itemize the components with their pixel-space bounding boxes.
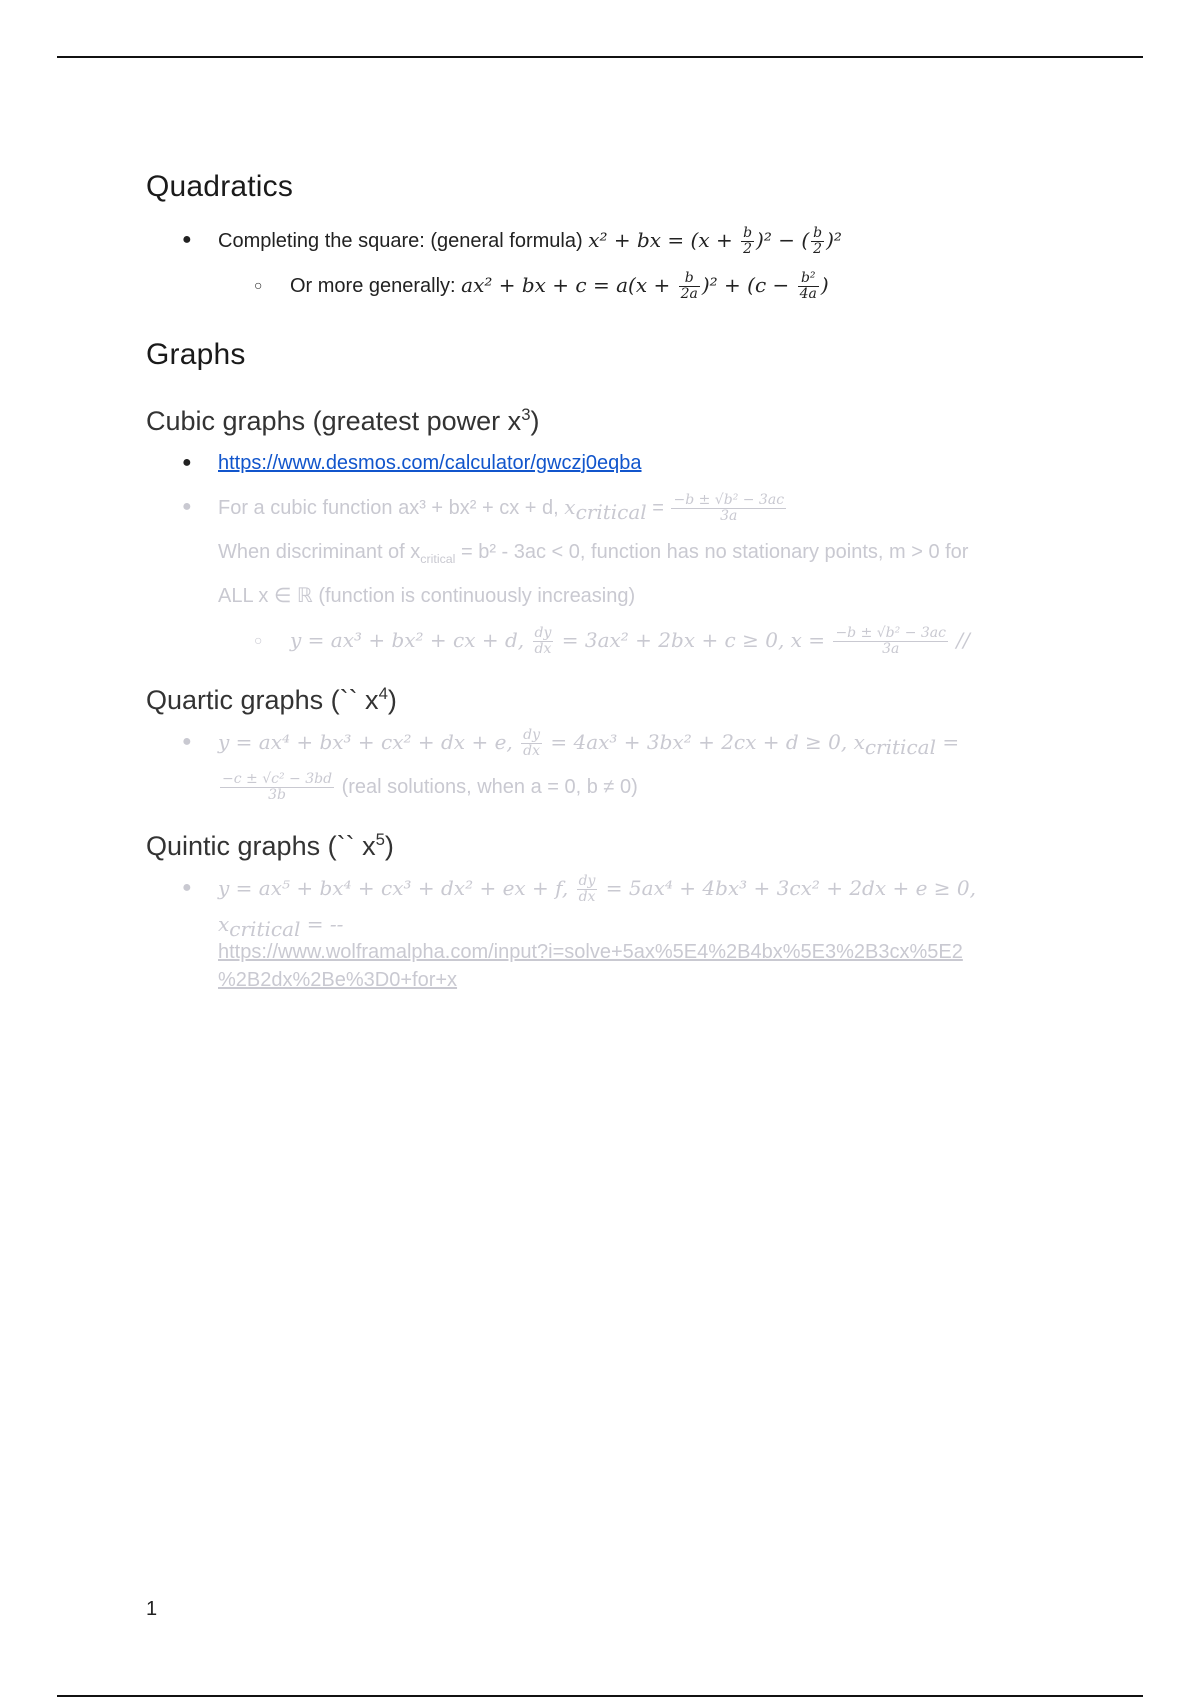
bullet-icon: ● xyxy=(182,733,192,750)
bullet-icon: ● xyxy=(182,879,192,896)
fraction: $\frac{\text{−b ± √b² − 3ac}}{3a}$ xyxy=(673,492,785,525)
cubic-link-item xyxy=(146,441,1076,485)
document-body xyxy=(146,170,1076,994)
fraction: $\frac{b}{2}$ xyxy=(813,225,823,258)
fraction: $\frac{dy}{dx}$ xyxy=(578,873,596,906)
cubic-critical-item: ● For a cubic function ax³ + bx² + cx + d, xcritical = $\frac{\text{−b ± √b² − 3ac}}{3a}$ xyxy=(146,485,1076,530)
fraction: $\frac{\text{−b ± √b² − 3ac}}{3a}$ xyxy=(835,625,946,658)
fraction: $\frac{\text{b²}}{4a}$ xyxy=(799,270,817,303)
wolframalpha-link-line-2[interactable]: %2B2dx%2Be%3D0+for+x xyxy=(218,969,458,991)
wolframalpha-link-line-1[interactable]: https://www.wolframalpha.com/input?i=solve+5ax%5E4%2B4bx%5E3%2B3cx%5E2 xyxy=(218,941,963,963)
quartic-heading: Quartic graphs (`` $x^4$) xyxy=(146,684,397,715)
page-number: 1 xyxy=(146,1598,158,1620)
bullet-icon: ● xyxy=(182,498,192,515)
quintic-critical-line: xcritical = -- xyxy=(218,912,344,941)
cubic-heading: Cubic graphs (greatest power $x^3$) xyxy=(146,405,540,436)
cubic-all-x-text: ALL x ∈ ℝ (function is continuously increasing) xyxy=(218,585,636,607)
quartic-solution-line: $\frac{\text{−c ± √c² − 3bd}}{3b}$ (real solutions, when a = 0, b ≠ 0) xyxy=(222,771,638,804)
fraction: $\frac{\text{−c ± √c² − 3bd}}{3b}$ xyxy=(222,771,333,804)
fraction: $\frac{b}{2a}$ xyxy=(680,270,698,303)
fraction: $\frac{dy}{dx}$ xyxy=(523,727,540,760)
bottom-rule xyxy=(57,1695,1143,1697)
quadratics-bullet-completing-square: ● Completing the square: (general formula) x² + bx = (x + $\frac{b}{2}$ )² − ( $\frac{b}{2}$ )² xyxy=(146,218,1076,263)
quintic-heading: Quintic graphs (`` $x^5$) xyxy=(146,830,394,861)
desmos-link[interactable]: https://www.desmos.com/calculator/gwczj0eqba xyxy=(218,452,642,474)
sub-bullet-icon: ○ xyxy=(254,632,263,648)
top-rule xyxy=(57,56,1143,58)
cubic-discriminant-text: When discriminant of $x_{critical} = b^2 - 3ac < 0$, function has no stationary points, m > 0 for xyxy=(218,541,969,566)
quadratics-subbullet-general: ○ Or more generally: ax² + bx + c = a(x + $\frac{b}{2a}$ )² + (c − $\frac{\text{b²}}{4a}$ ) xyxy=(146,263,1076,308)
quartic-derivative-item: ● y = ax⁴ + bx³ + cx² + dx + e, $\frac{dy}{dx}$ = 4ax³ + 3bx² + 2cx + d ≥ 0, xcritical = xyxy=(146,720,1076,765)
quintic-link-block xyxy=(146,938,1076,994)
fraction: $\frac{b}{2}$ xyxy=(743,225,753,258)
cubic-derivative-subbullet: ○ y = ax³ + bx² + cx + d, $\frac{dy}{dx}$ = 3ax² + 2bx + c ≥ 0, x = $\frac{\text{−b ± √b² − 3ac}}{3a}$ // xyxy=(146,618,1076,663)
bullet-icon: ● xyxy=(182,231,192,248)
graphs-heading: Graphs xyxy=(146,338,246,371)
sub-bullet-icon: ○ xyxy=(254,277,263,293)
bullet-icon: ● xyxy=(182,454,192,471)
quintic-derivative-item: ● y = ax⁵ + bx⁴ + cx³ + dx² + ex + f, $\frac{dy}{dx}$ = 5ax⁴ + 4bx³ + 3cx² + 2dx + e ≥ 0, xyxy=(146,866,1076,911)
quadratics-heading: Quadratics xyxy=(146,170,294,203)
fraction: $\frac{dy}{dx}$ xyxy=(534,625,552,658)
